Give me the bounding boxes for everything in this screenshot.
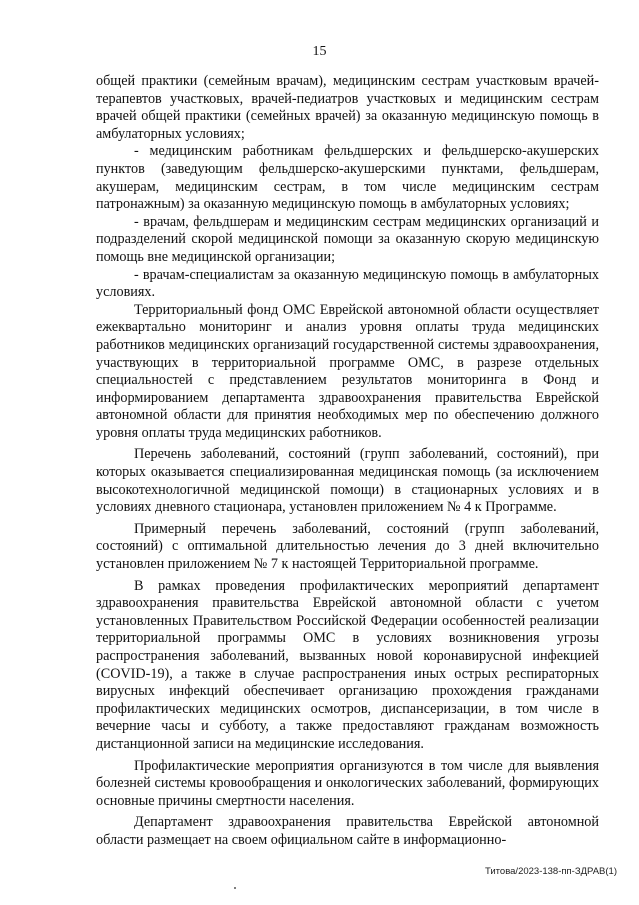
list-item-emergency-care: - врачам, фельдшерам и медицинским сестрам медицинских организаций и подразделений скорой медицинской помощи за оказанную скорую медицинскую помощь вне медицинской организации; xyxy=(96,213,599,265)
paragraph-preventive-organization: Профилактические мероприятия организуются в том числе для выявления болезней системы кровообращения и онкологических заболеваний, формирующих основные причины смертности населения. xyxy=(96,757,599,809)
paragraph-preventive-measures: В рамках проведения профилактических мероприятий департамент здравоохранения правительства Еврейской автономной области с учетом установленных Правительством Российской Федерации особенностей реализации территориальной программы ОМС в условиях возникновения угрозы распространения заболеваний, вызванных новой коронавирусной инфекцией (COVID-19), а также в случае распространения иных острых респираторных вирусных инфекций обеспечивает организацию прохождения гражданами профилактических медицинских осмотров, диспансеризации, в том числе в вечерние часы и субботу, а также предоставляют гражданам возможность дистанционной записи на медицинские исследования. xyxy=(96,577,599,752)
paragraph-department-website: Департамент здравоохранения правительства Еврейской автономной области размещает на своем официальном сайте в информационно- xyxy=(96,814,599,848)
scan-dot xyxy=(234,887,236,889)
list-item-feldsher-points: - медицинским работникам фельдшерских и фельдшерско-акушерских пунктов (заведующим фельдшерско-акушерскими пунктами, фельдшерам, акушерам, медицинским сестрам, в том числе медицинским сестрам патронажным) за оказанную медицинскую помощь в амбулаторных условиях; xyxy=(96,143,599,213)
document-body xyxy=(96,73,599,850)
paragraph-disease-list: Перечень заболеваний, состояний (групп заболеваний, состояний), при которых оказывается специализированная медицинская помощь (за исключением высокотехнологичной медицинской помощи) в стационарных условиях и в условиях дневного стационара, установлен приложением № 4 к Программе. xyxy=(96,446,599,516)
paragraph-monitoring: Территориальный фонд ОМС Еврейской автономной области осуществляет ежеквартально мониторинг и анализ уровня оплаты труда медицинских работников медицинских организаций государственной системы здравоохранения, участвующих в территориальной программе ОМС, в разрезе отдельных специальностей с представлением результатов мониторинга в Фонд и информированием департамента здравоохранения правительства Еврейской автономной области для принятия необходимых мер по обеспечению должного уровня оплаты труда медицинских работников. xyxy=(96,301,599,441)
paragraph-approximate-list: Примерный перечень заболеваний, состояний (групп заболеваний, состояний) с оптимальной длительностью лечения до 3 дней включительно установлен приложением № 7 к настоящей Территориальной программе. xyxy=(96,520,599,573)
page-number: 15 xyxy=(312,44,327,59)
list-item-specialists: - врачам-специалистам за оказанную медицинскую помощь в амбулаторных условиях. xyxy=(96,266,599,301)
document-code: Титова/2023-138-пп-ЗДРАВ(1) xyxy=(484,866,617,877)
paragraph-continuation: общей практики (семейным врачам), медицинским сестрам участковым врачей-терапевтов участковых, врачей-педиатров участковых и медицинским сестрам врачей общей практики (семейных врачей) за оказанную медицинскую помощь в амбулаторных условиях; xyxy=(96,73,599,142)
